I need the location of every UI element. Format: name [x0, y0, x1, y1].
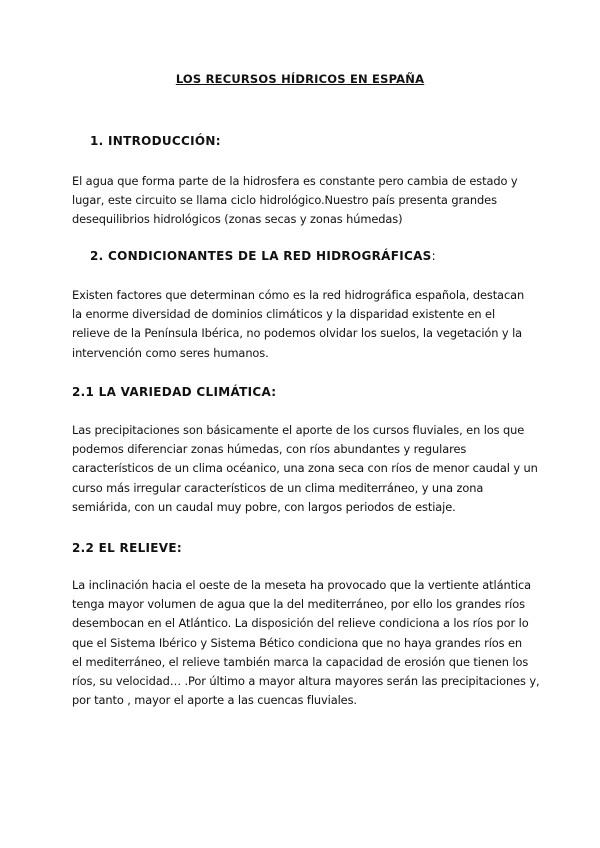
paragraph-line: semiárida, con un caudal muy pobre, con largos periodos de estiaje. — [72, 499, 456, 514]
paragraph-line: La inclinación hacia el oeste de la meseta ha provocado que la vertiente atlántica — [72, 578, 532, 592]
section-paragraph-introduccion — [72, 172, 532, 230]
paragraph-line: que el Sistema Ibérico y Sistema Bético condiciona que no haya grandes ríos en — [72, 635, 523, 650]
section-heading-variedad-climatica: 2.1 LA VARIEDAD CLIMÁTICA: — [72, 385, 277, 399]
paragraph-line: ríos, su velocidad… .Por último a mayor altura mayores serán las precipitaciones y, — [72, 674, 540, 689]
paragraph-line: desembocan en el Atlántico. La disposición del relieve condiciona a los ríos por lo — [72, 616, 529, 631]
heading-suffix: : — [431, 249, 436, 263]
paragraph-line: Las precipitaciones son básicamente el aporte de los cursos fluviales, en los que — [72, 423, 525, 437]
paragraph-line: lugar, este circuito se llama ciclo hidrológico.Nuestro país presenta grandes — [72, 193, 497, 208]
heading-text: 2. CONDICIONANTES DE LA RED HIDROGRÁFICAS — [90, 249, 432, 263]
paragraph-line: el mediterráneo, el relieve también marca la capacidad de erosión que tienen los — [72, 654, 529, 669]
paragraph-line: Existen factores que determinan cómo es la red hidrográfica española, destacan — [72, 288, 525, 302]
section-heading-relieve: 2.2 EL RELIEVE: — [72, 541, 182, 555]
paragraph-line: la enorme diversidad de dominios climáticos y la disparidad existente en el — [72, 307, 496, 322]
section-heading-introduccion: 1. INTRODUCCIÓN: — [90, 134, 221, 148]
paragraph-line: relieve de la Península Ibérica, no podemos olvidar los suelos, la vegetación y la — [72, 326, 523, 341]
document-title: LOS RECURSOS HÍDRICOS EN ESPAÑA — [175, 72, 425, 86]
paragraph-line: podemos diferenciar zonas húmedas, con ríos abundantes y regulares — [72, 442, 467, 457]
paragraph-line: por tanto , mayor el aporte a las cuencas fluviales. — [72, 693, 357, 708]
paragraph-line: intervención como seres humanos. — [72, 345, 269, 360]
section-paragraph-relieve — [72, 576, 540, 710]
paragraph-line: curso más irregular característicos de un clima mediterráneo, y una zona — [72, 480, 484, 495]
paragraph-line: tenga mayor volumen de agua que la del mediterráneo, por ello los grandes ríos — [72, 597, 525, 612]
section-paragraph-condicionantes — [72, 286, 532, 363]
paragraph-line: característicos de un clima océanico, una zona seca con ríos de menor caudal y un — [72, 461, 538, 476]
paragraph-line: desequilibrios hidrológicos (zonas secas y zonas húmedas) — [72, 212, 403, 227]
section-paragraph-variedad-climatica — [72, 421, 538, 517]
section-heading-condicionantes — [90, 249, 436, 263]
paragraph-line: El agua que forma parte de la hidrosfera es constante pero cambia de estado y — [72, 174, 518, 188]
